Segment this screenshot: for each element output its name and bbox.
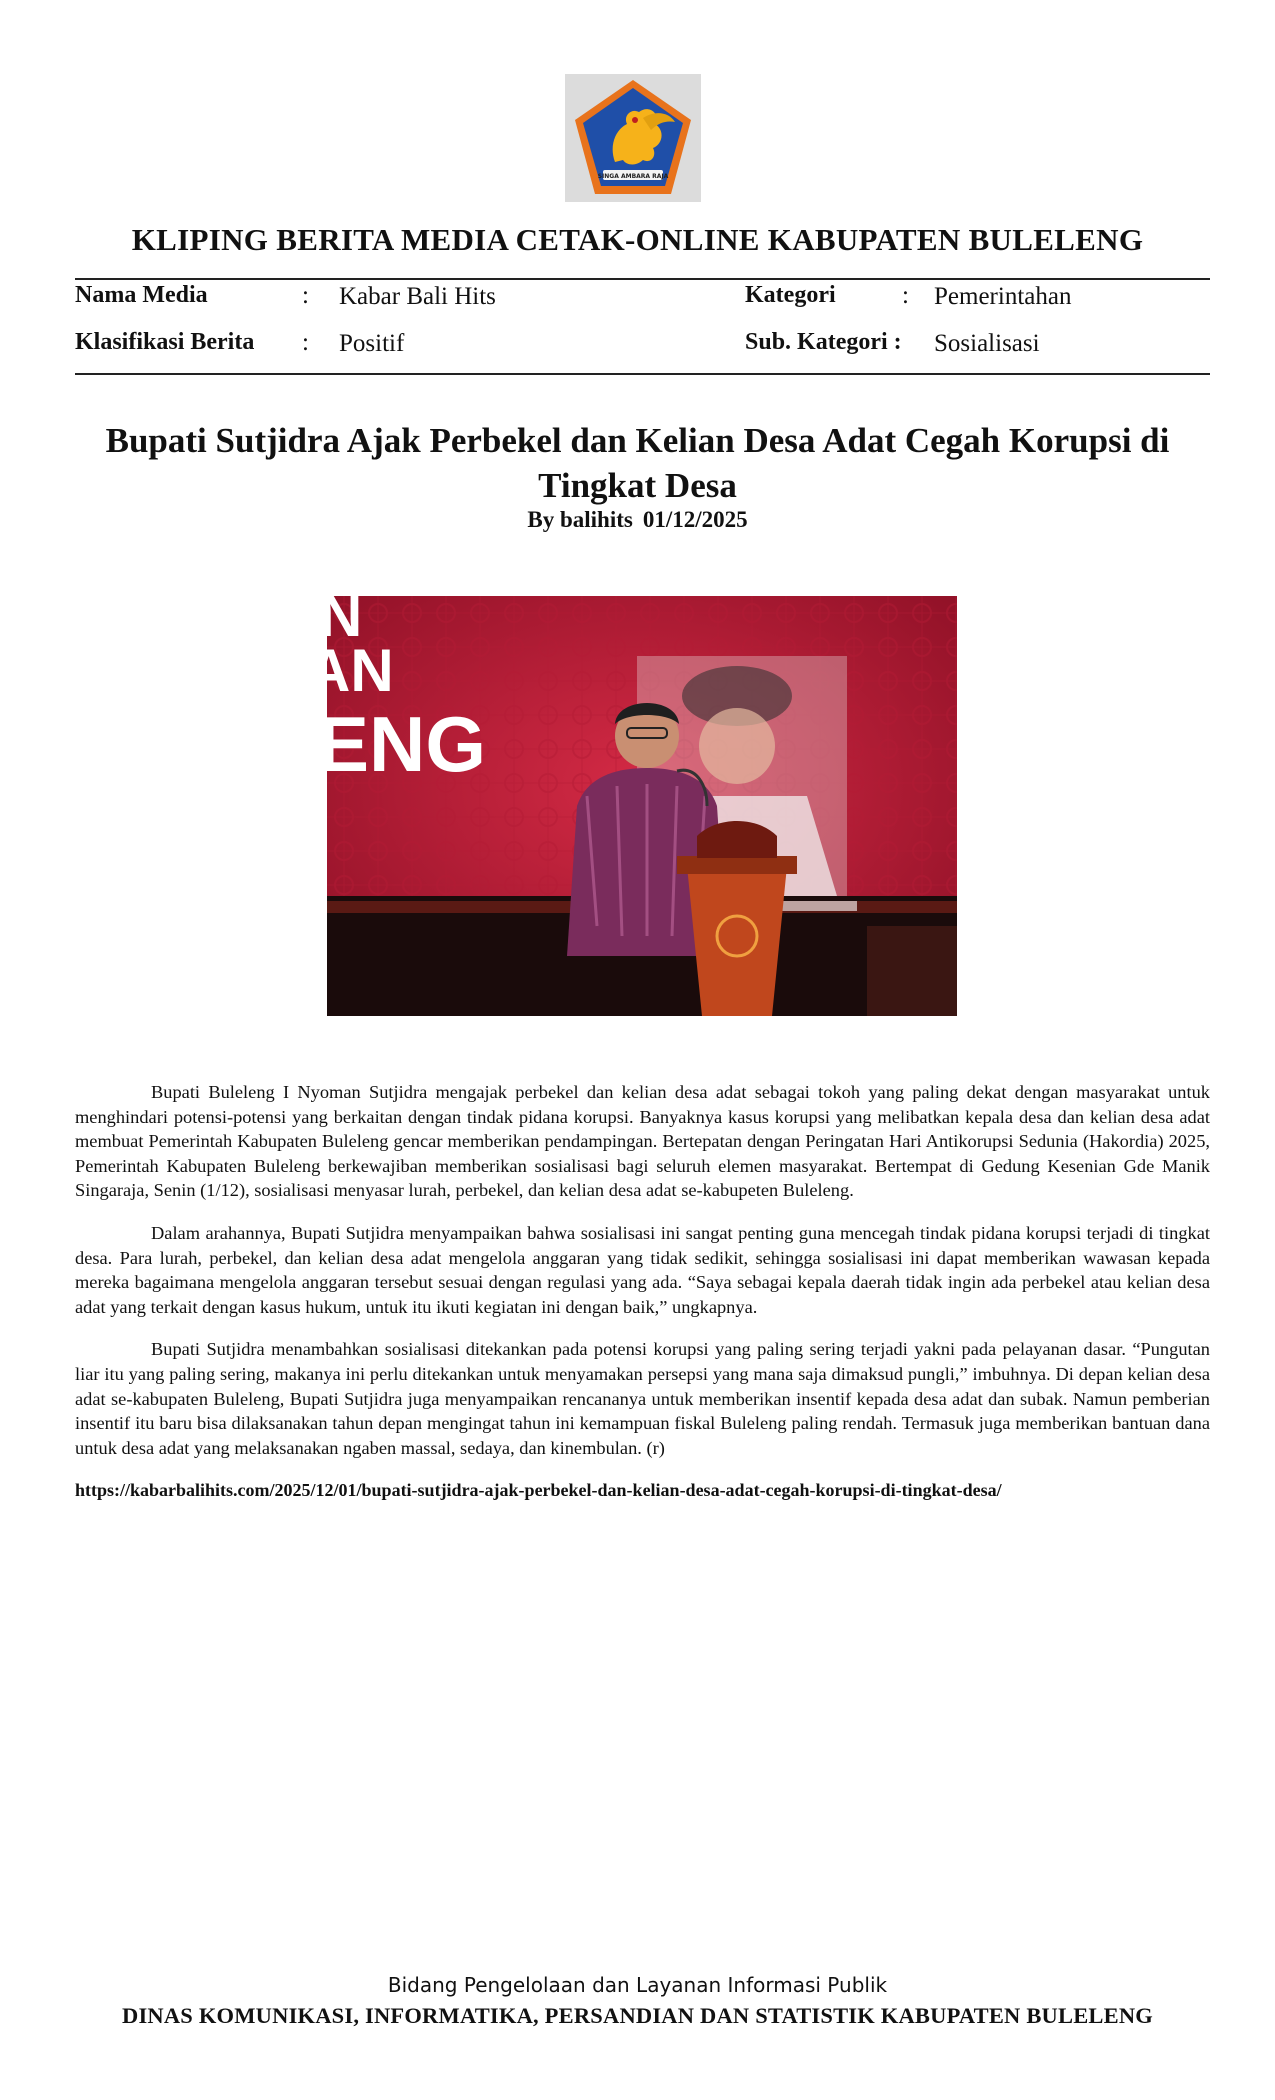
podium-top (677, 856, 797, 874)
podium-body (687, 866, 787, 1016)
media-name-separator: : (302, 282, 309, 309)
stage-letters-top: N (319, 582, 363, 649)
document-header-title: KLIPING BERITA MEDIA CETAK-ONLINE KABUPATEN BULELENG (131, 222, 1144, 257)
classification-value: Positif (339, 330, 405, 357)
lion-eye (632, 117, 638, 123)
article-paragraph: Bupati Buleleng I Nyoman Sutjidra mengajak perbekel dan kelian desa adat sebagai tokoh yang paling dekat dengan masyarakat untuk menghindari potensi-potensi yang berkaitan dengan tindak pidana korupsi. Banyaknya kasus korupsi yang melibatkan kepala desa dan kelian desa adat membuat Pemerintah Kabupaten Buleleng gencar memberikan pendampingan. Bertepatan dengan Peringatan Hari Antikorupsi Sedunia (Hakordia) 2025, Pemerintah Kabupaten Buleleng berkewajiban memberikan sosialisasi bagi seluruh elemen masyarakat. Bertempat di Gedung Kesenian Gde Manik Singaraja, Senin (1/12), sosialisasi menyasar lurah, perbekel, dan kelian desa adat se-kabupeten Buleleng. (75, 1082, 1210, 1201)
photo-stage-decor (867, 926, 957, 1016)
media-name-label: Nama Media (75, 282, 208, 308)
article-paragraph: Dalam arahannya, Bupati Sutjidra menyampaikan bahwa sosialisasi ini sangat penting guna mencegah tindak pidana korupsi terjadi di tingkat desa. Para lurah, perbekel, dan kelian desa adat mengelola anggaran yang tidak sedikit, sehingga sosialisasi ini dapat memberikan wawasan kepada mereka bagaimana mengelola anggaran tersebut sesuai dengan regulasi yang ada. “Saya sebagai kepala daerah tidak ingin ada perbekel atau kelian desa adat yang terkait dengan kasus hukum, untuk itu ikuti kegiatan ini dengan baik,” ungkapnya. (75, 1222, 1210, 1317)
article-body (75, 1080, 1210, 1521)
category-value: Pemerintahan (934, 283, 1072, 310)
article-byline (75, 507, 1200, 533)
footer-title: DINAS KOMUNIKASI, INFORMATIKA, PERSANDIAN DAN STATISTIK KABUPATEN BULELENG (122, 2003, 1153, 2028)
screen-portrait-face (699, 708, 775, 784)
article-title: Bupati Sutjidra Ajak Perbekel dan Kelian Desa Adat Cegah Korupsi di Tingkat Desa (105, 421, 1170, 505)
singa-ambara-raja-emblem-icon (565, 74, 701, 202)
footer-subtitle: Bidang Pengelolaan dan Layanan Informasi Publik (387, 1973, 888, 1997)
article-author: By balihits (527, 507, 633, 532)
article-paragraph: Bupati Sutjidra menambahkan sosialisasi ditekankan pada potensi korupsi yang paling sering terjadi yakni pada pelayanan dasar. “Pungutan liar itu yang paling sering, makanya ini perlu ditekankan untuk menyamakan persepsi yang mana saja dimaksud pungli,” imbuhnya. Di depan kelian desa adat se-kabupaten Buleleng, Bupati Sutjidra juga menyampaikan rencananya untuk memberikan insentif kepada desa adat dan subak. Namun pemberian insentif itu baru bisa dilaksanakan tahun depan mengingat tahun ini kemampuan fiskal Buleleng paling rendah. Termasuk juga memberikan bantuan dana untuk desa adat yang melaksanakan ngaben massal, sedaya, dan kinembulan. (r) (75, 1339, 1210, 1458)
subcategory-value: Sosialisasi (934, 330, 1040, 357)
stage-letters-main: ENG (317, 700, 487, 788)
header-top-rule (75, 278, 1210, 280)
media-name-value: Kabar Bali Hits (339, 283, 496, 310)
logo-motto: SINGA AMBARA RAJA (597, 173, 669, 180)
classification-label: Klasifikasi Berita (75, 329, 255, 355)
subcategory-label: Sub. Kategori : (745, 329, 902, 355)
category-separator: : (902, 282, 909, 309)
category-label: Kategori (745, 282, 836, 308)
header-bottom-rule (75, 373, 1210, 375)
source-url-link[interactable]: https://kabarbalihits.com/2025/12/01/bupati-sutjidra-ajak-perbekel-dan-kelian-desa-adat-cegah-korupsi-di-tingkat-desa/ (75, 1480, 1002, 1501)
article-photo (307, 582, 957, 1016)
classification-separator: : (302, 329, 309, 356)
article-date: 01/12/2025 (642, 507, 748, 532)
stage-letters-mid: AN (307, 637, 394, 704)
